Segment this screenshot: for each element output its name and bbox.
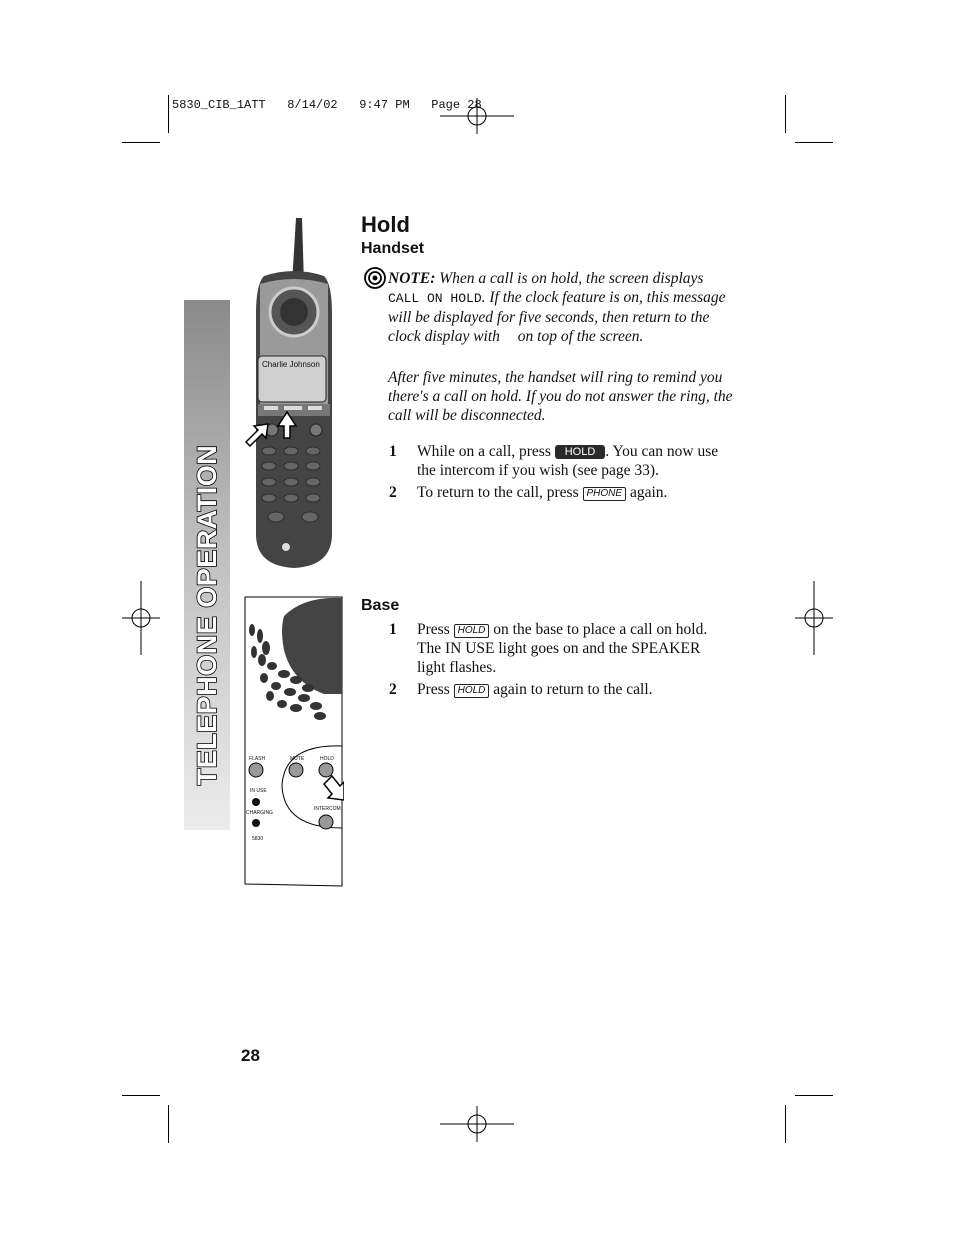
handset-note-2: After five minutes, the handset will ring to remind you there's a call on hold. If you do not answer the ring, the call will be disconnected. bbox=[388, 369, 733, 424]
list-item: 2 Press HOLD again to return to the call. bbox=[389, 681, 653, 698]
base-label-mute: MUTE bbox=[290, 756, 305, 762]
handset-screen-name: Charlie Johnson bbox=[262, 360, 320, 369]
handset-heading: Handset bbox=[361, 240, 425, 257]
handset-illustration bbox=[244, 214, 344, 574]
hold-key-icon: HOLD bbox=[555, 445, 606, 459]
note-display-text: CALL ON HOLD bbox=[388, 291, 482, 306]
section-title: Hold bbox=[361, 212, 410, 237]
list-item: 1 While on a call, press HOLD . You can now use the intercom if you wish (see page 33). bbox=[389, 443, 719, 479]
list-item: 1 Press HOLD on the base to place a call on hold. The IN USE light goes on and the SPEAKER light flashes. bbox=[389, 621, 708, 676]
note-target-icon bbox=[364, 267, 386, 289]
note-label: NOTE: bbox=[388, 270, 436, 287]
base-label-flash: FLASH bbox=[249, 756, 266, 762]
base-steps bbox=[389, 620, 709, 699]
handset-steps bbox=[389, 442, 729, 502]
note-text-c: on top of the screen. bbox=[517, 328, 644, 345]
phone-key-icon: PHONE bbox=[583, 487, 627, 501]
note-text-b: . If the clock feature is on, this message will be displayed for five seconds, then return to the clock display with bbox=[388, 289, 726, 345]
note-text-a: When a call is on hold, the screen displays bbox=[435, 270, 704, 287]
sidebar-label: TELEPHONE OPERATION bbox=[192, 444, 222, 786]
base-illustration bbox=[244, 596, 344, 888]
base-label-intercom: INTERCOM bbox=[314, 806, 341, 812]
print-slug: 5830_CIB_1ATT 8/14/02 9:47 PM Page 28 bbox=[172, 98, 482, 112]
section-sidebar bbox=[184, 300, 230, 830]
hold-key-icon: HOLD bbox=[454, 624, 490, 638]
page-number: 28 bbox=[241, 1046, 260, 1065]
base-label-in-use: IN USE bbox=[250, 788, 267, 794]
base-label-model: 5830 bbox=[252, 836, 264, 842]
handset-note bbox=[388, 269, 736, 346]
base-label-hold: HOLD bbox=[320, 756, 334, 762]
hold-key-icon: HOLD bbox=[454, 684, 490, 698]
base-label-charging: CHARGING bbox=[246, 810, 273, 816]
base-heading: Base bbox=[361, 597, 400, 614]
list-item: 2 To return to the call, press PHONE again. bbox=[389, 484, 668, 501]
